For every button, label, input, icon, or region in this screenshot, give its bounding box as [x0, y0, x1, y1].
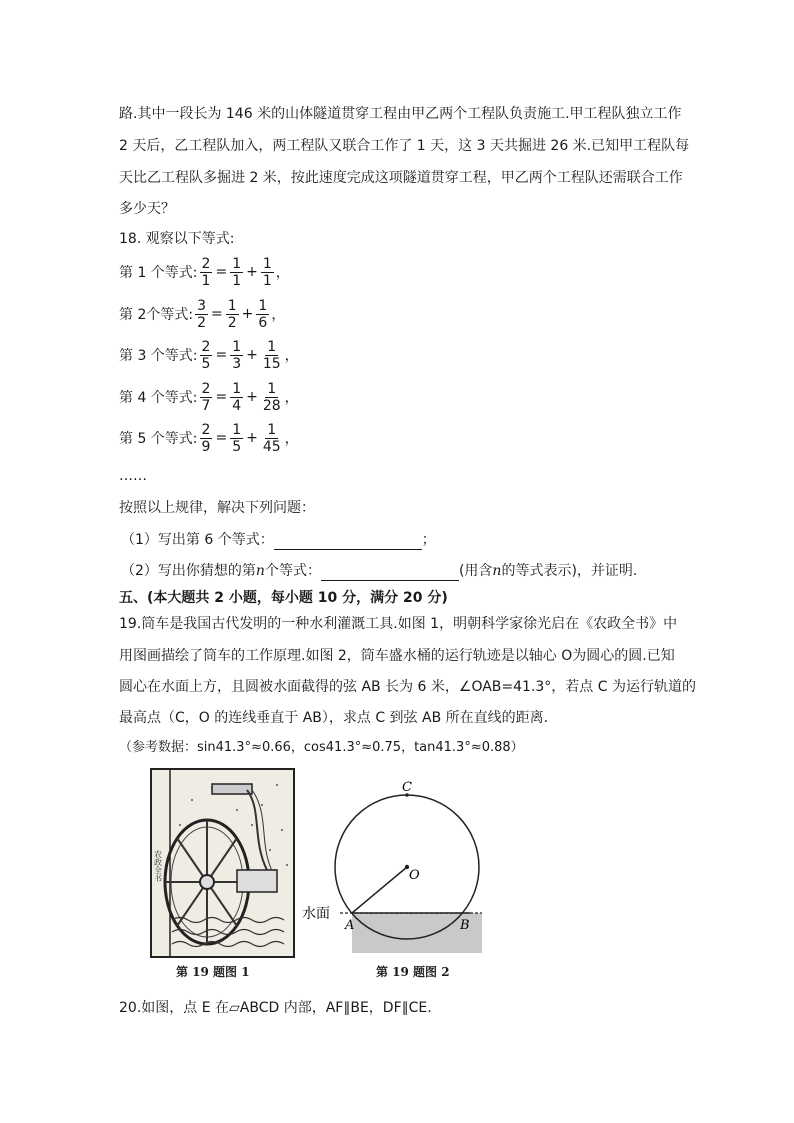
p19-line-4: 最高点（C，O 的连线垂直于 AB），求点 C 到弦 AB 所在直线的距离. [119, 710, 549, 726]
ellipsis: …… [119, 468, 147, 484]
fraction-lhs: $\frac{3}{2}$ [197, 297, 206, 331]
figure-2-caption: 第 19 题图 2 [376, 965, 450, 979]
label-o: O [409, 868, 420, 883]
equation-label: 第 4 个等式: [119, 390, 198, 406]
equation-4: 第 4 个等式: $\frac{2}{7}$ = $\frac{1}{4}$ + $\frac{1}{28}$ ， [119, 380, 299, 414]
fraction-term-1: $\frac{1}{5}$ [232, 421, 242, 455]
fraction-term-2: $\frac{1}{15}$ [262, 338, 281, 372]
label-water-surface: 水面 [302, 906, 330, 922]
p18-question-1: （1）写出第 6 个等式： ； [121, 532, 436, 548]
fraction-term-1: $\frac{1}{2}$ [227, 297, 237, 331]
p19-line-3: 圆心在水面上方，且圆被水面截得的弦 AB 长为 6 米，∠OAB=41.3°，若点 C 为运行轨道的 [119, 679, 696, 695]
fraction-term-1: $\frac{1}{1}$ [232, 255, 242, 289]
p19-line-1: 19.筒车是我国古代发明的一种水利灌溉工具.如图 1，明朝科学家徐光启在《农政全书》中 [119, 616, 678, 632]
fraction-term-2: $\frac{1}{28}$ [262, 380, 281, 414]
equation-2: 第 2个等式: $\frac{3}{2}$ = $\frac{1}{2}$ + $\frac{1}{6}$ ， [119, 297, 286, 331]
radius-oa [352, 867, 407, 913]
p20-line-1: 20.如图，点 E 在▱ABCD 内部，AF∥BE，DF∥CE. [119, 1000, 432, 1016]
p17-line-3: 天比乙工程队多掘进 2 米，按此速度完成这项隧道贯穿工程，甲乙两个工程队还需联合工作 [119, 170, 683, 186]
fraction-lhs: $\frac{2}{7}$ [201, 380, 211, 414]
p17-line-2: 2 天后，乙工程队加入，两工程队又联合工作了 1 天，这 3 天共掘进 26 米.已知甲工程队每 [119, 138, 690, 154]
equation-label: 第 2个等式: [119, 307, 194, 323]
fraction-term-2: $\frac{1}{6}$ [258, 297, 268, 331]
p19-reference-data: （参考数据：sin41.3°≈0.66，cos41.3°≈0.75，tan41.3°≈0.88） [119, 740, 524, 755]
equation-3: 第 3 个等式: $\frac{2}{5}$ = $\frac{1}{3}$ + $\frac{1}{15}$ ， [119, 338, 299, 372]
fraction-term-2: $\frac{1}{1}$ [262, 255, 272, 289]
section-5-heading: 五、(本大题共 2 小题，每小题 10 分，满分 20 分) [119, 590, 448, 606]
p17-line-1: 路.其中一段长为 146 米的山体隧道贯穿工程由甲乙两个工程队负责施工.甲工程队独立工作 [119, 106, 682, 122]
label-b: B [460, 918, 470, 933]
figure-1-illustration [150, 768, 295, 958]
p19-line-2: 用图画描绘了筒车的工作原理.如图 2，筒车盛水桶的运行轨迹是以轴心 O为圆心的圆.已知 [119, 648, 675, 664]
equation-label: 第 1 个等式: [119, 265, 198, 281]
fraction-lhs: $\frac{2}{1}$ [201, 255, 211, 289]
fraction-term-1: $\frac{1}{3}$ [232, 338, 242, 372]
p18-question-2: （2）写出你猜想的第n个等式： (用含n的等式表示)，并证明. [121, 563, 638, 579]
fraction-term-2: $\frac{1}{45}$ [262, 421, 281, 455]
p18-title: 18. 观察以下等式: [119, 231, 235, 247]
fraction-lhs: $\frac{2}{9}$ [201, 421, 211, 455]
waterwheel-illustration [152, 770, 293, 956]
equation-5: 第 5 个等式: $\frac{2}{9}$ = $\frac{1}{5}$ + $\frac{1}{45}$ ， [119, 421, 299, 455]
equation-label: 第 5 个等式: [119, 431, 198, 447]
figure-1-caption: 第 19 题图 1 [176, 965, 250, 979]
fraction-lhs: $\frac{2}{5}$ [201, 338, 211, 372]
label-a: A [345, 918, 355, 933]
p18-instruction: 按照以上规律，解决下列问题： [119, 500, 315, 516]
equation-1: 第 1 个等式: $\frac{2}{1}$ = $\frac{1}{1}$ + $\frac{1}{1}$ ， [119, 255, 290, 289]
answer-blank-1 [274, 549, 422, 550]
label-c: C [402, 780, 412, 795]
equation-label: 第 3 个等式: [119, 348, 198, 364]
answer-blank-2 [321, 580, 459, 581]
vertical-book-title: 农政全书 [153, 850, 163, 882]
p17-line-4: 多少天？ [119, 201, 175, 217]
figure-2-diagram [300, 772, 490, 958]
fraction-term-1: $\frac{1}{4}$ [232, 380, 242, 414]
